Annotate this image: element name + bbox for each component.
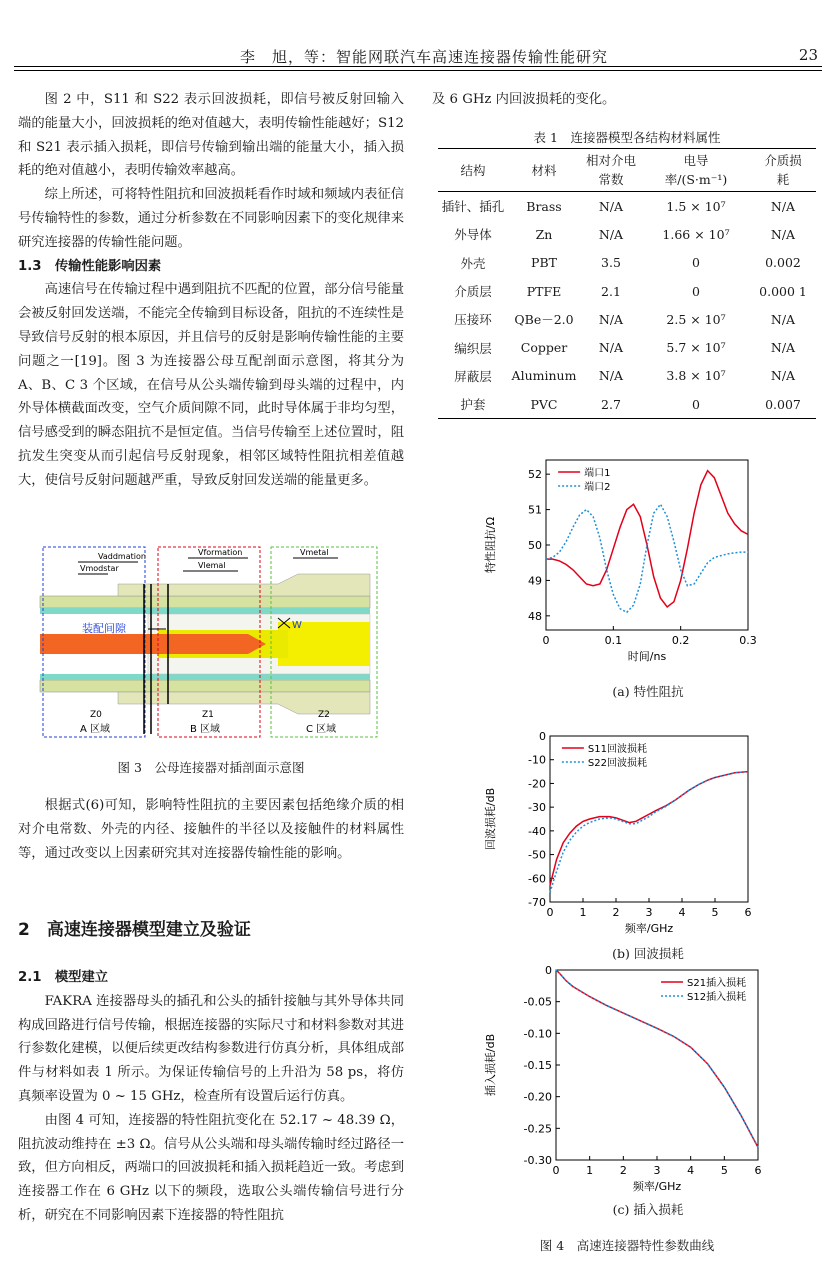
table-cell: 编织层	[454, 340, 492, 356]
table-cell: 外壳	[460, 255, 486, 271]
table-cell: 屏蔽层	[454, 368, 492, 384]
header-cell: 材料	[508, 149, 580, 192]
x-axis-label: 频率/GHz	[632, 1180, 682, 1193]
x-tick-label: 1	[586, 1164, 594, 1177]
y-axis-label: 回波损耗/dB	[484, 787, 497, 851]
assembly-gap-label: 装配间隙	[82, 622, 126, 635]
zone-c-label: C 区域	[306, 724, 337, 735]
table-row	[438, 192, 816, 221]
y-tick-label: -60	[528, 872, 546, 886]
section-heading-2: 2 高速连接器模型建立及验证	[18, 920, 251, 940]
table-cell: PBT	[531, 255, 557, 271]
x-tick-label: 0.1	[604, 634, 623, 647]
figure-4-caption: 图 4 高速连接器特性参数曲线	[539, 1238, 715, 1253]
velocity-label: Vformation	[198, 548, 243, 557]
table-cell: N/A	[598, 368, 624, 384]
x-tick-label: 3	[645, 906, 653, 919]
table-cell: N/A	[770, 368, 796, 384]
paragraph: 及 6 GHz 内回波损耗的变化。	[432, 92, 616, 107]
chart-b-caption: (b) 回波损耗	[612, 946, 684, 961]
w-label: W	[292, 620, 302, 631]
x-tick-label: 1	[579, 906, 587, 919]
series-line-2	[550, 772, 748, 893]
y-tick-label: 49	[528, 574, 542, 588]
header-cell: 结构	[438, 149, 508, 192]
table-row	[438, 220, 816, 248]
running-title: 李 旭，等：智能网联汽车高速连接器传输性能研究	[239, 48, 608, 66]
section-heading: 1.3 传输性能影响因素	[18, 258, 162, 274]
x-axis-label: 时间/ns	[627, 650, 667, 663]
table-row	[438, 249, 816, 277]
y-tick-label: -10	[528, 753, 546, 767]
zone-a-label: A 区域	[80, 724, 111, 735]
y-tick-label: -0.15	[523, 1059, 552, 1072]
paragraph: 图 2 中，S11 和 S22 表示回波损耗，即信号被反射回输入端的能量大小，回波损耗的绝对值越大，表明传输性能越好；S12 和 S21 表示插入损耗，即信号传输到输出端的能量大小，插入损耗的绝对值越小，表明传输效率越高。	[18, 92, 404, 179]
table-cell: Brass	[526, 198, 562, 214]
y-tick-label: 0	[545, 964, 552, 977]
x-tick-label: 2	[619, 1164, 627, 1177]
x-tick-label: 0	[552, 1164, 560, 1177]
header-cell: 电导率/(S·m⁻¹)	[642, 149, 750, 192]
impedance-chart	[480, 452, 810, 672]
velocity-label: Vlemal	[198, 561, 226, 570]
header-cell: 介质损耗	[750, 149, 816, 192]
table-row	[438, 390, 816, 418]
paragraph: 综上所述，可将特性阻抗和回波损耗看作时域和频域内表征信号传输特性的参数，通过分析参数在不同影响因素下的变化规律来研究连接器的传输性能问题。	[18, 187, 404, 250]
y-tick-label: -50	[528, 848, 546, 862]
table-cell: N/A	[598, 340, 624, 356]
y-tick-label: -0.20	[523, 1090, 552, 1104]
table-cell: 2.5 × 10⁷	[666, 311, 726, 327]
x-tick-label: 0	[542, 634, 550, 647]
table-header-row	[438, 149, 816, 192]
table-cell: 5.7 × 10⁷	[666, 340, 726, 356]
y-tick-label: 51	[528, 503, 542, 517]
table-cell: 0.000 1	[759, 283, 807, 299]
table-cell: 介质层	[454, 284, 492, 300]
figure-3-caption: 图 3 公母连接器对插剖面示意图	[117, 760, 305, 775]
x-tick-label: 2	[612, 906, 620, 919]
y-tick-label: 52	[528, 468, 542, 482]
table-cell: PVC	[530, 396, 558, 412]
y-tick-label: -20	[528, 777, 546, 791]
x-tick-label: 4	[678, 906, 686, 919]
x-tick-label: 6	[744, 906, 752, 919]
table-cell: 1.66 × 10⁷	[662, 226, 730, 242]
table-cell: 0.007	[765, 396, 801, 412]
x-tick-label: 6	[754, 1164, 762, 1177]
zone-b-label: B 区域	[190, 724, 221, 735]
z0-label: Z0	[90, 710, 102, 720]
running-header	[14, 40, 822, 74]
velocity-label: Vmetal	[300, 548, 329, 557]
left-column-top	[18, 88, 404, 493]
series-line-1	[546, 471, 748, 607]
materials-table	[438, 149, 816, 418]
table-row	[438, 362, 816, 390]
table-cell: 2.7	[601, 396, 621, 412]
series-line-2	[546, 504, 748, 612]
table-cell: 护套	[460, 397, 486, 413]
right-column-top	[432, 88, 822, 112]
paragraph: 由图 4 可知，连接器的特性阻抗变化在 52.17 ~ 48.39 Ω，阻抗波动维持在 ±3 Ω。信号从公头端和母头端传输时经过路径一致，但方向相反，两端口的回波损耗和插入损耗趋近一致。考虑到连接器工作在 6 GHz 以下的频段，选取公头端传输信号进行分析，研究在不同影响因素下连接器的特性阻抗	[18, 1112, 404, 1223]
legend-label: S11回波损耗	[587, 744, 647, 755]
y-tick-label: -0.30	[523, 1154, 552, 1167]
y-tick-label: -30	[528, 801, 546, 815]
chart-c-caption: (c) 插入损耗	[612, 1202, 684, 1217]
page-number: 23	[798, 46, 818, 64]
table-row	[438, 333, 816, 361]
legend-label: S21插入损耗	[687, 978, 747, 989]
subsection-heading: 2.1 模型建立	[18, 970, 109, 985]
table-cell: 插针、插孔	[441, 199, 505, 215]
figure-3	[38, 544, 380, 744]
return-loss-chart	[480, 730, 810, 940]
table-cell: 1.5 × 10⁷	[666, 198, 726, 214]
insertion-loss-chart	[480, 962, 810, 1194]
table-1	[438, 148, 816, 419]
table-row	[438, 305, 816, 333]
header-rule-thin	[14, 70, 822, 71]
y-tick-label: -0.05	[523, 995, 552, 1009]
table-cell: 压接环	[454, 312, 492, 328]
y-axis-label: 特性阻抗/Ω	[484, 516, 497, 574]
table-cell: QBe－2.0	[514, 312, 574, 328]
table-cell: 3.8 × 10⁷	[666, 368, 726, 384]
velocity-label: Vmodstar	[80, 564, 119, 573]
table-cell: N/A	[770, 340, 796, 356]
z2-label: Z2	[318, 710, 330, 720]
header-cell: 相对介电常数	[580, 149, 642, 192]
table-cell: 2.1	[601, 283, 621, 299]
plot-frame	[550, 736, 748, 902]
velocity-label: Vaddmation	[98, 552, 146, 561]
paragraph: 根据式(6)可知，影响特性阻抗的主要因素包括绝缘介质的相对介电常数、外壳的内径、接触件的半径以及接触件的材料属性等，通过改变以上因素研究其对连接器传输性能的影响。	[18, 798, 404, 861]
left-column-bottom	[18, 966, 404, 1228]
legend-label: 端口2	[584, 482, 611, 493]
chart-a-caption: (a) 特性阻抗	[612, 684, 684, 699]
table-cell: 外导体	[454, 227, 492, 243]
table-cell: N/A	[770, 198, 796, 214]
table-cell: 0	[692, 283, 700, 299]
table-cell: Aluminum	[511, 368, 577, 384]
table-cell: N/A	[770, 311, 796, 327]
table-cell: N/A	[598, 198, 624, 214]
legend-label: S12插入损耗	[687, 992, 747, 1003]
y-tick-label: -0.25	[523, 1122, 552, 1136]
table-cell: PTFE	[526, 283, 562, 299]
table-cell: N/A	[598, 226, 624, 242]
y-tick-label: 50	[528, 539, 542, 552]
table-cell: 0	[692, 255, 700, 271]
y-tick-label: -0.10	[523, 1027, 552, 1041]
x-tick-label: 0	[546, 906, 554, 919]
x-tick-label: 3	[653, 1164, 661, 1177]
header-rule	[14, 66, 822, 67]
y-axis-label: 插入损耗/dB	[484, 1033, 497, 1097]
table-cell: Copper	[520, 340, 568, 356]
table-1-caption: 表 1 连接器模型各结构材料属性	[533, 130, 721, 145]
x-tick-label: 0.2	[671, 634, 690, 647]
paragraph: 高速信号在传输过程中遇到阻抗不匹配的位置，部分信号能量会被反射回发送端，不能完全传输到目标设备，阻抗的不连续性是导致信号反射的根本原因，并且信号的反射是影响传输性能的主要问题之一[19]。图 3 为连接器公母互配剖面示意图，将其分为 A、B、C 3 个区域，在信号从公头端传输到母头端的过程中，内外导体横截面改变，空气介质间隙不同，此时导体属于非均匀型，信号感受到的瞬态阻抗不是恒定值。当信号传输至上述位置时，阻抗发生突变从而引起信号反射现象，相邻区域特性阻抗相差值越大，使信号反射问题越严重，导致反射回发送端的能量更多。	[18, 282, 404, 488]
legend-label: 端口1	[584, 468, 611, 479]
table-cell: 3.5	[601, 255, 621, 271]
table-cell: Zn	[535, 226, 553, 242]
table-cell: 0.002	[765, 255, 801, 271]
x-tick-label: 0.3	[739, 634, 757, 647]
table-body	[438, 192, 816, 419]
y-tick-label: 48	[528, 609, 542, 623]
series-line-1	[550, 772, 748, 886]
x-tick-label: 5	[720, 1164, 728, 1177]
z1-label: Z1	[202, 710, 214, 720]
x-axis-label: 频率/GHz	[624, 922, 674, 935]
table-cell: 0	[692, 396, 700, 412]
table-row	[438, 277, 816, 305]
x-tick-label: 4	[687, 1164, 695, 1177]
legend-label: S22回波损耗	[587, 758, 647, 769]
y-tick-label: -70	[528, 896, 546, 909]
y-tick-label: -40	[528, 824, 546, 838]
table-cell: N/A	[598, 311, 624, 327]
y-tick-label: 0	[539, 730, 546, 743]
x-tick-label: 5	[711, 906, 719, 919]
connector-cross-section	[38, 544, 380, 744]
left-column-middle	[18, 794, 404, 865]
paragraph: FAKRA 连接器母头的插孔和公头的插针接触与其外导体共同构成回路进行信号传输，根据连接器的实际尺寸和材料参数对其进行参数化建模，以便后续更改结构参数进行仿真分析，具体组成部件与材料如表 1 所示。为保证传输信号的上升沿为 58 ps，将仿真频率设置为 0 ~ 15 GHz，检查所有设置后运行仿真。	[18, 993, 404, 1104]
table-cell: N/A	[770, 226, 796, 242]
